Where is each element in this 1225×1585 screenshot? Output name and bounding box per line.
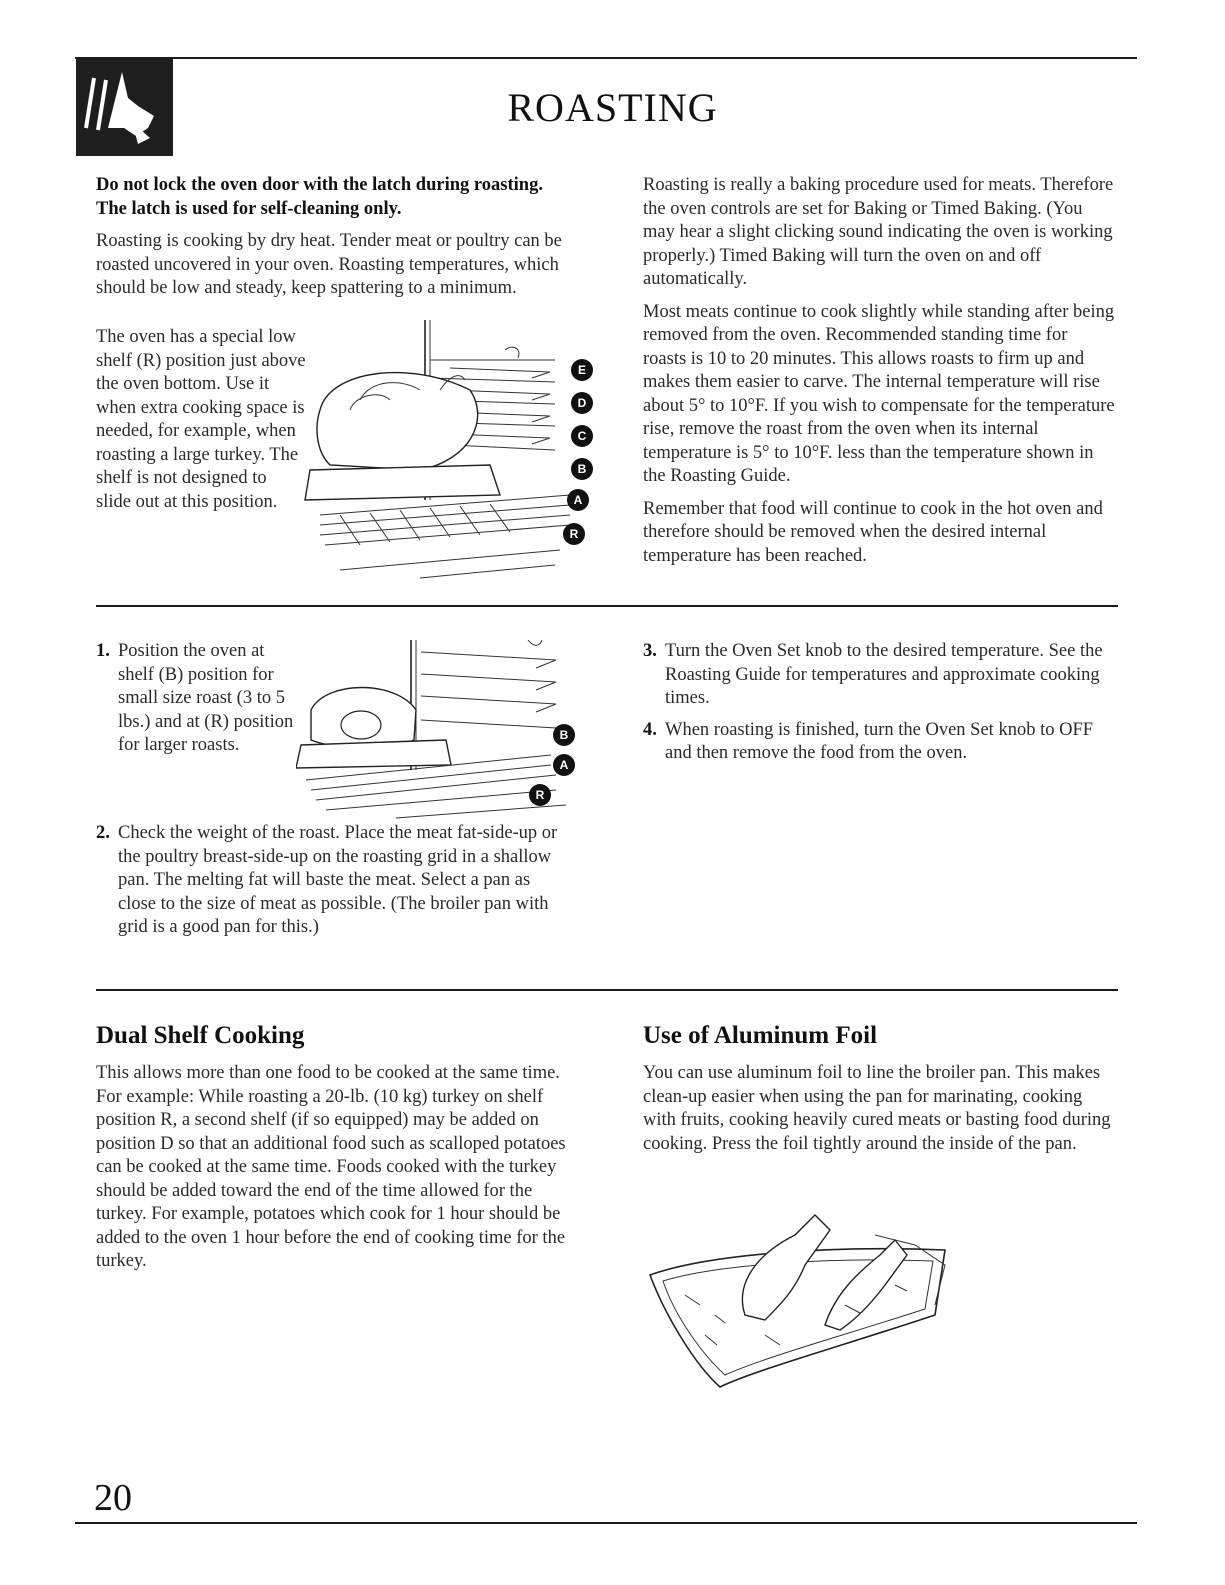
shelf-badge-r-label: R: [569, 527, 579, 541]
footer-rule: [75, 1522, 1137, 1524]
step-text: When roasting is finished, turn the Oven Set knob to OFF and then remove the food from the oven.: [665, 719, 1094, 763]
page-title: ROASTING: [507, 85, 718, 130]
steps-right: [643, 640, 1115, 774]
standing-time-paragraph: Most meats continue to cook slightly while standing after being removed from the oven. Recommended standing time for roasts is 10 to 20 minutes. This allows roasts to firm up and makes them easier to carve. The internal temperature will rise about 5° to 10°F. If you wish to compensate for the temperature rise, remove the roast from the oven when its internal temperature is 5° to 10°F. less than the temperature shown in the Roasting Guide.: [643, 301, 1115, 486]
roast-badge-a-label: A: [559, 758, 569, 772]
step-number: 3.: [643, 641, 657, 661]
low-shelf-paragraph: The oven has a special low shelf (R) position just above the oven bottom. Use it when extra cooking space is needed, for example, when roasting a large turkey. The shelf is not designed to slide out at this position.: [96, 327, 306, 512]
warning-text: Do not lock the oven door with the latch during roasting. The latch is used for self-cleaning only.: [96, 175, 543, 219]
section-divider-1: [96, 605, 1118, 607]
shelf-badge-a-label: A: [573, 493, 583, 507]
foil-pan-illustration: [645, 1195, 955, 1395]
shelf-position-badges: [562, 354, 602, 554]
shelf-badge-b-label: B: [577, 462, 587, 476]
shelf-badge-e-label: E: [577, 363, 587, 377]
step-number: 1.: [96, 641, 110, 661]
shelf-badge-d-label: D: [577, 396, 587, 410]
step-3: [643, 640, 1115, 711]
intro-left: [96, 174, 566, 310]
reminder-paragraph: Remember that food will continue to cook in the hot oven and therefore should be removed when the desired internal temperature has been reached.: [643, 498, 1103, 566]
roast-badge-r-label: R: [535, 788, 545, 802]
foil-heading: Use of Aluminum Foil: [643, 1022, 878, 1049]
shelf-badge-c-label: C: [577, 429, 587, 443]
step-4: [643, 719, 1115, 766]
intro-right: [643, 174, 1115, 577]
foil-text: You can use aluminum foil to line the broiler pan. This makes clean-up easier when using the pan for marinating, cooking with fruits, cooking heavily cured meats or basting food during cooking. Press the foil tightly around the inside of the pan.: [643, 1063, 1111, 1154]
roast-oven-illustration: [296, 640, 596, 820]
foil-section: [643, 1022, 1115, 1165]
page-number: 20: [94, 1477, 132, 1519]
step-text: Turn the Oven Set knob to the desired temperature. See the Roasting Guide for temperatures and approximate cooking times.: [665, 641, 1103, 708]
step-text: Check the weight of the roast. Place the meat fat-side-up or the poultry breast-side-up on the roasting grid in a shallow pan. The melting fat will baste the meat. Select a pan as close to the size of meat as possible. (The broiler pan with grid is a good pan for this.): [118, 823, 558, 937]
intro-paragraph: Roasting is cooking by dry heat. Tender meat or poultry can be roasted uncovered in your oven. Roasting temperatures, which should be low and steady, keep spattering to a minimum.: [96, 231, 562, 298]
step-2: [96, 822, 566, 948]
dual-shelf-text: This allows more than one food to be cooked at the same time. For example: While roasting a 20-lb. (10 kg) turkey on shelf position R, a second shelf (if so equipped) may be added on position D so that an additional food such as scalloped potatoes can be cooked at the same time. Foods cooked with the turkey should be added toward the end of the time allowed for the turkey. For example, potatoes which cook for 1 hour should be added to the oven 1 hour before the end of cooking time for the turkey.: [96, 1063, 566, 1271]
section-divider-2: [96, 989, 1118, 991]
dual-shelf-section: [96, 1022, 566, 1283]
header-rule: [75, 57, 1137, 59]
dual-shelf-heading: Dual Shelf Cooking: [96, 1022, 305, 1049]
turkey-oven-illustration: [300, 320, 610, 580]
roasting-baking-paragraph: Roasting is really a baking procedure used for meats. Therefore the oven controls are set for Baking or Timed Baking. (You may hear a slight clicking sound indicating the oven is working properly.) Timed Baking will turn the oven on and off automatically.: [643, 175, 1114, 289]
step-1: [96, 640, 296, 766]
step-number: 4.: [643, 719, 657, 740]
step-text: Position the oven at shelf (B) position for small size roast (3 to 5 lbs.) and at (R) position for larger roasts.: [118, 641, 294, 755]
step-number: 2.: [96, 823, 110, 843]
roast-badge-b-label: B: [559, 728, 569, 742]
